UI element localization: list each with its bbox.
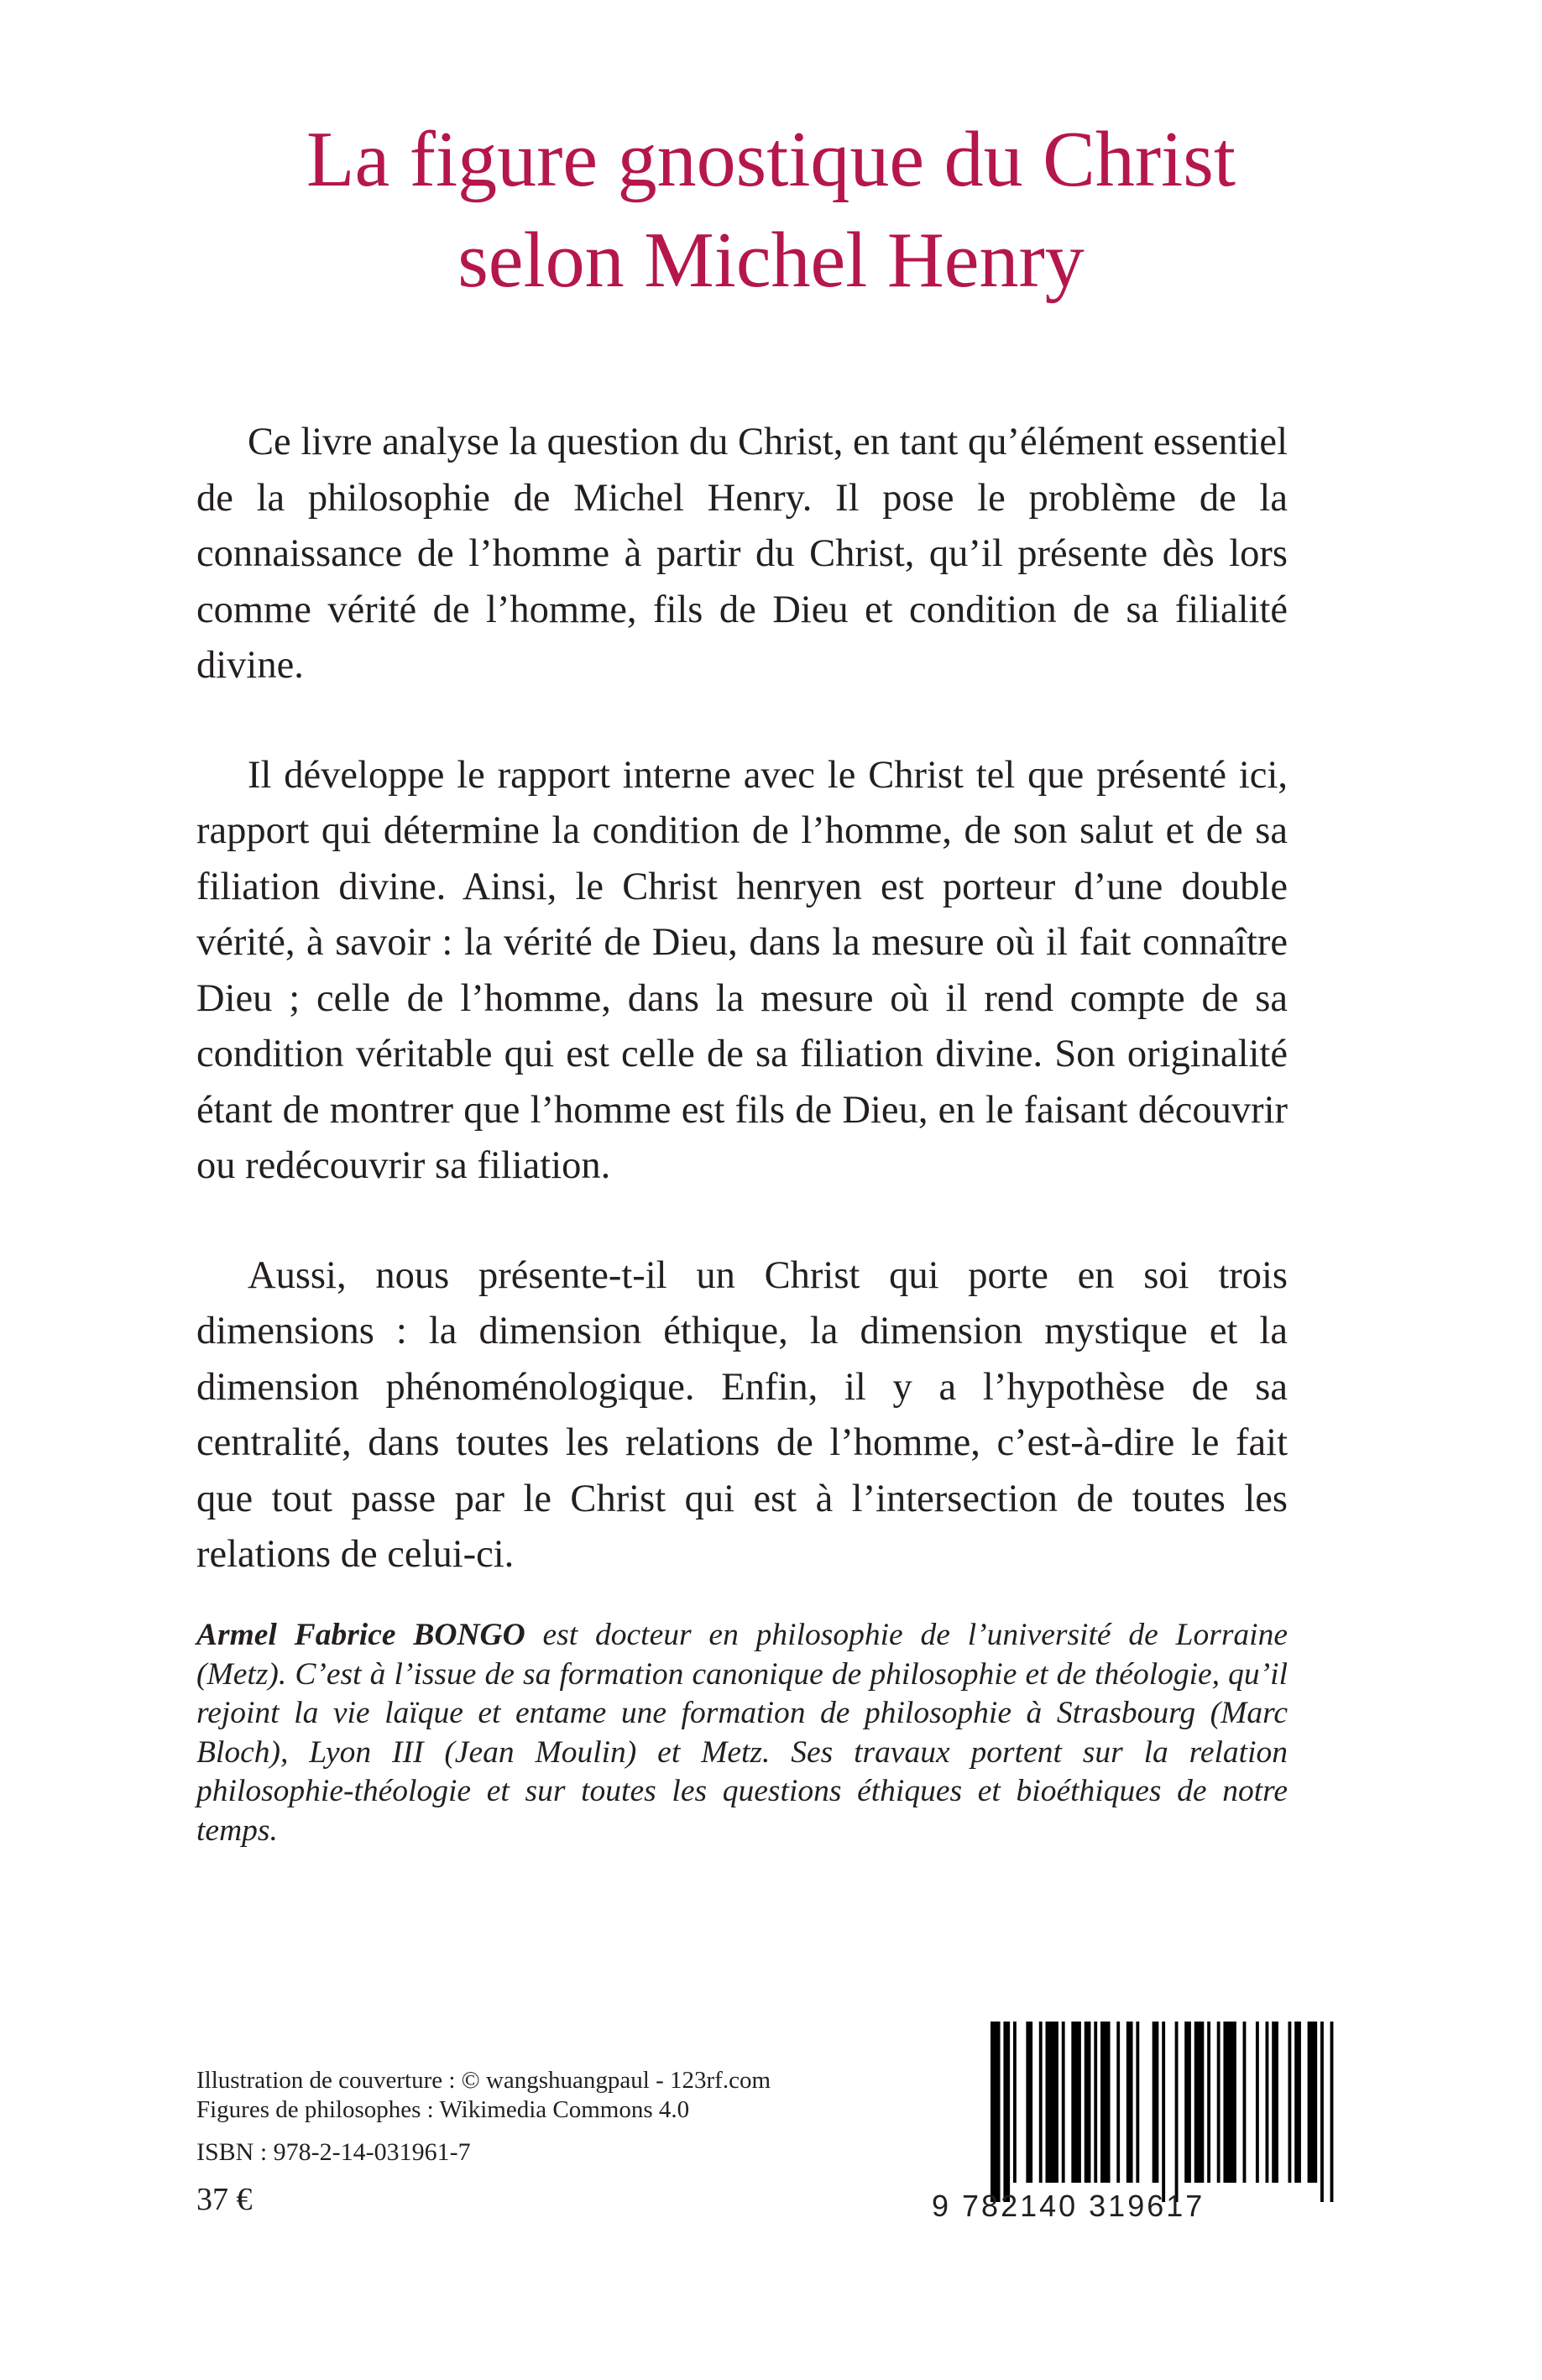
book-title	[0, 109, 1542, 311]
summary-paragraph-1: Ce livre analyse la question du Christ, en tant qu’élément essentiel de la philosophie de Michel Henry. Il pose le problème de la connaissance de l’homme à partir du Christ, qu’il présente dès lors comme vérité de l’homme, fils de Dieu et condition de sa filialité divine.	[196, 421, 1288, 687]
barcode-bar	[1046, 2022, 1058, 2183]
figures-credit: Figures de philosophes : Wikimedia Commons 4.0	[196, 2096, 690, 2123]
book-title-line-1: La figure gnostique du Christ	[306, 116, 1236, 203]
barcode-bar	[1100, 2022, 1111, 2183]
barcode-bar	[1003, 2022, 1010, 2202]
barcode-bar	[1184, 2022, 1191, 2183]
barcode-bar	[1026, 2022, 1032, 2183]
barcode-bar	[1013, 2022, 1017, 2183]
barcode-bar	[1162, 2022, 1165, 2202]
isbn: ISBN : 978-2-14-031961-7	[196, 2138, 471, 2166]
barcode-bar	[1126, 2022, 1133, 2183]
summary-paragraph-3: Aussi, nous présente-t-il un Christ qui porte en soi trois dimensions : la dimension éthique, la dimension mystique et la dimension phénoménologique. Enfin, il y a l’hypothèse de sa centralité, dans toutes les relations de l’homme, c’est-à-dire le fait que tout passe par le Christ qui est à l’intersection de toutes les relations de celui-ci.	[196, 1253, 1288, 1576]
barcode-bar	[1294, 2022, 1301, 2183]
barcode-bar	[1308, 2022, 1318, 2183]
barcode-digits: 9 782140 319617	[932, 2189, 1205, 2223]
author-bio-text: est docteur en philosophie de l’université de Lorraine (Metz). C’est à l’issue de sa formation canonique de philosophie et de théologie, qu’il rejoint la vie laïque et entame une formation de philosophie à Strasbourg (Marc Bloch), Lyon III (Jean Moulin) et Metz. Ses travaux portent sur la relation philosophie-théologie et sur toutes les questions éthiques et bioéthiques de notre temps.	[196, 1618, 1288, 1848]
barcode-bar	[1116, 2022, 1120, 2183]
author-name: Armel Fabrice BONGO	[196, 1618, 525, 1652]
barcode-bar	[1272, 2022, 1278, 2183]
illustration-credit: Illustration de couverture : © wangshuangpaul - 123rf.com	[196, 2067, 771, 2094]
barcode-bar	[1094, 2022, 1097, 2183]
barcode-bar	[1153, 2022, 1159, 2183]
barcode-bar	[1217, 2022, 1221, 2183]
barcode-bar	[1175, 2022, 1179, 2202]
summary-paragraph-2: Il développe le rapport interne avec le Christ tel que présenté ici, rapport qui détermine la condition de l’homme, de son salut et de sa filiation divine. Ainsi, le Christ henryen est porteur d’une double vérité, à savoir : la vérité de Dieu, dans la mesure où il fait connaître Dieu ; celle de l’homme, dans la mesure où il rend compte de sa condition véritable qui est celle de sa filiation divine. Son originalité étant de montrer que l’homme est fils de Dieu, en le faisant découvrir ou redécouvrir sa filiation.	[196, 753, 1288, 1187]
price: 37 €	[196, 2182, 253, 2217]
barcode-bar	[1330, 2022, 1334, 2202]
barcode-bar	[1223, 2022, 1236, 2183]
barcode	[991, 2022, 1343, 2202]
barcode-bar	[1320, 2022, 1324, 2202]
barcode-bar	[1207, 2022, 1210, 2183]
barcode-bar	[1136, 2022, 1139, 2183]
barcode-bar	[991, 2022, 1001, 2202]
author-biography	[196, 1616, 1288, 1850]
barcode-bar	[1062, 2022, 1065, 2183]
book-title-line-2: selon Michel Henry	[457, 217, 1085, 304]
barcode-bar	[1071, 2022, 1081, 2183]
barcode-bar	[1194, 2022, 1205, 2183]
barcode-bar	[1266, 2022, 1269, 2183]
barcode-bar	[1243, 2022, 1247, 2183]
barcode-bar	[1085, 2022, 1091, 2183]
book-summary	[196, 415, 1288, 1637]
barcode-bar	[1039, 2022, 1043, 2183]
barcode-bar	[1256, 2022, 1259, 2183]
barcode-bar	[1288, 2022, 1291, 2183]
